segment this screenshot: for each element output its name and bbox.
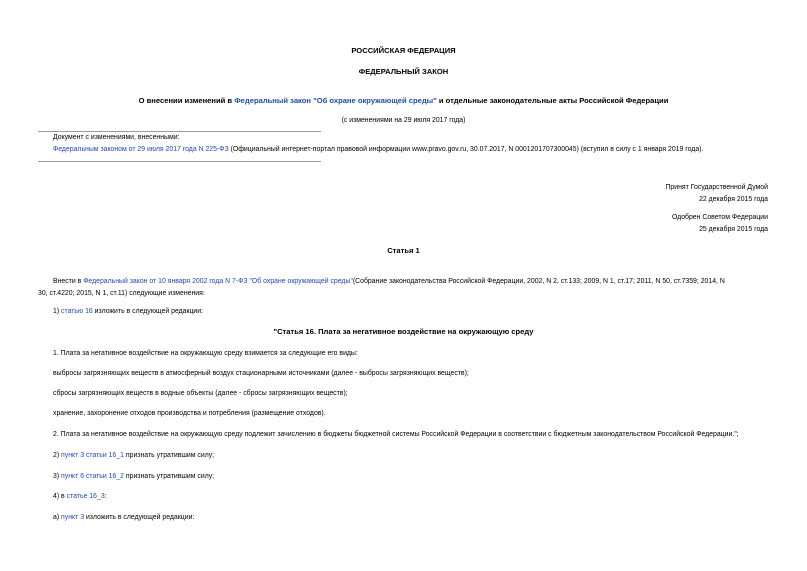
law-title-prefix: О внесении изменений в (138, 96, 235, 105)
item-1-prefix: 1) (53, 308, 62, 315)
item-4-prefix: 4) в (53, 493, 67, 500)
article-16-heading: "Статья 16. Плата за негативное воздействие на окружающую среду (273, 327, 534, 336)
amending-law-details: (Официальный интернет-портал правовой информации www.pravo.gov.ru, 30.07.2017, N 0001201707300045) (вступил в силу с 1 января 2019 года). (228, 146, 704, 153)
item-4-link[interactable]: статье 16_3 (66, 493, 105, 500)
item-3-rest: признать утратившим силу; (123, 473, 215, 480)
item-a (53, 514, 194, 521)
law-title (0, 96, 807, 105)
intro-prefix: Внести в (53, 278, 84, 285)
paragraph-emissions: выбросы загрязняющих веществ в атмосферный воздух стационарными источниками (далее - выбросы загрязняющих веществ); (53, 370, 469, 377)
item-2-prefix: 2) (53, 452, 62, 459)
item-1 (53, 308, 203, 315)
article-16-link[interactable]: статью 16 (61, 308, 93, 315)
changes-bottom-rule (38, 161, 321, 162)
article-1-intro-line2: 30, ст.4220; 2015, N 1, ст.11) следующие изменения: (38, 290, 205, 297)
changes-top-rule (38, 131, 321, 132)
item-a-rest: изложить в следующей редакции: (84, 514, 195, 521)
edition-note: (с изменениями на 29 июля 2017 года) (341, 117, 466, 124)
paragraph-2: 2. Плата за негативное воздействие на окружающую среду подлежит зачислению в бюджеты бюджетной системы Российской Федерации в соответствии с бюджетным законодательством Российской Федерации."; (53, 431, 739, 438)
intro-rest: (Собрание законодательства Российской Федерации, 2002, N 2, ст.133; 2009, N 1, ст.17; 2011, N 50, ст.7359; 2014, N (352, 278, 725, 285)
council-approval-label: Одобрен Советом Федерации (671, 214, 768, 221)
item-3 (53, 473, 214, 480)
amending-law-link[interactable]: Федеральным законом от 29 июля 2017 года N 225-ФЗ (53, 146, 229, 153)
article-1-intro-line1 (53, 278, 725, 285)
item-a-link[interactable]: пункт 3 (61, 514, 85, 521)
law-type-heading: ФЕДЕРАЛЬНЫЙ ЗАКОН (358, 67, 449, 76)
paragraph-discharges: сбросы загрязняющих веществ в водные объекты (далее - сбросы загрязняющих веществ); (53, 390, 348, 397)
item-3-prefix: 3) (53, 473, 62, 480)
country-heading: РОССИЙСКАЯ ФЕДЕРАЦИЯ (351, 46, 456, 55)
item-2 (53, 452, 214, 459)
changes-line (53, 146, 703, 153)
council-approval-date: 25 декабря 2015 года (699, 226, 768, 233)
duma-adoption-date: 22 декабря 2015 года (699, 196, 768, 203)
article-1-heading: Статья 1 (387, 246, 420, 255)
changes-label: Документ с изменениями, внесенными: (53, 134, 180, 141)
item-a-prefix: а) (53, 514, 62, 521)
duma-adoption-label: Принят Государственной Думой (665, 184, 768, 191)
paragraph-1: 1. Плата за негативное воздействие на окружающую среду взимается за следующие его виды: (53, 350, 358, 357)
item-2-link[interactable]: пункт 3 статьи 16_1 (61, 452, 124, 459)
law-title-link[interactable]: Федеральный закон "Об охране окружающей среды" (234, 96, 437, 105)
item-3-link[interactable]: пункт 6 статьи 16_2 (61, 473, 124, 480)
paragraph-waste: хранение, захоронение отходов производства и потребления (размещение отходов). (53, 410, 326, 417)
item-4 (53, 493, 107, 500)
item-1-rest: изложить в следующей редакции: (92, 308, 204, 315)
law-title-suffix: и отдельные законодательные акты Российской Федерации (436, 96, 669, 105)
federal-law-7fz-link[interactable]: Федеральный закон от 10 января 2002 года N 7-ФЗ "Об охране окружающей среды" (83, 278, 353, 285)
item-4-rest: : (104, 493, 107, 500)
item-2-rest: признать утратившим силу; (123, 452, 215, 459)
